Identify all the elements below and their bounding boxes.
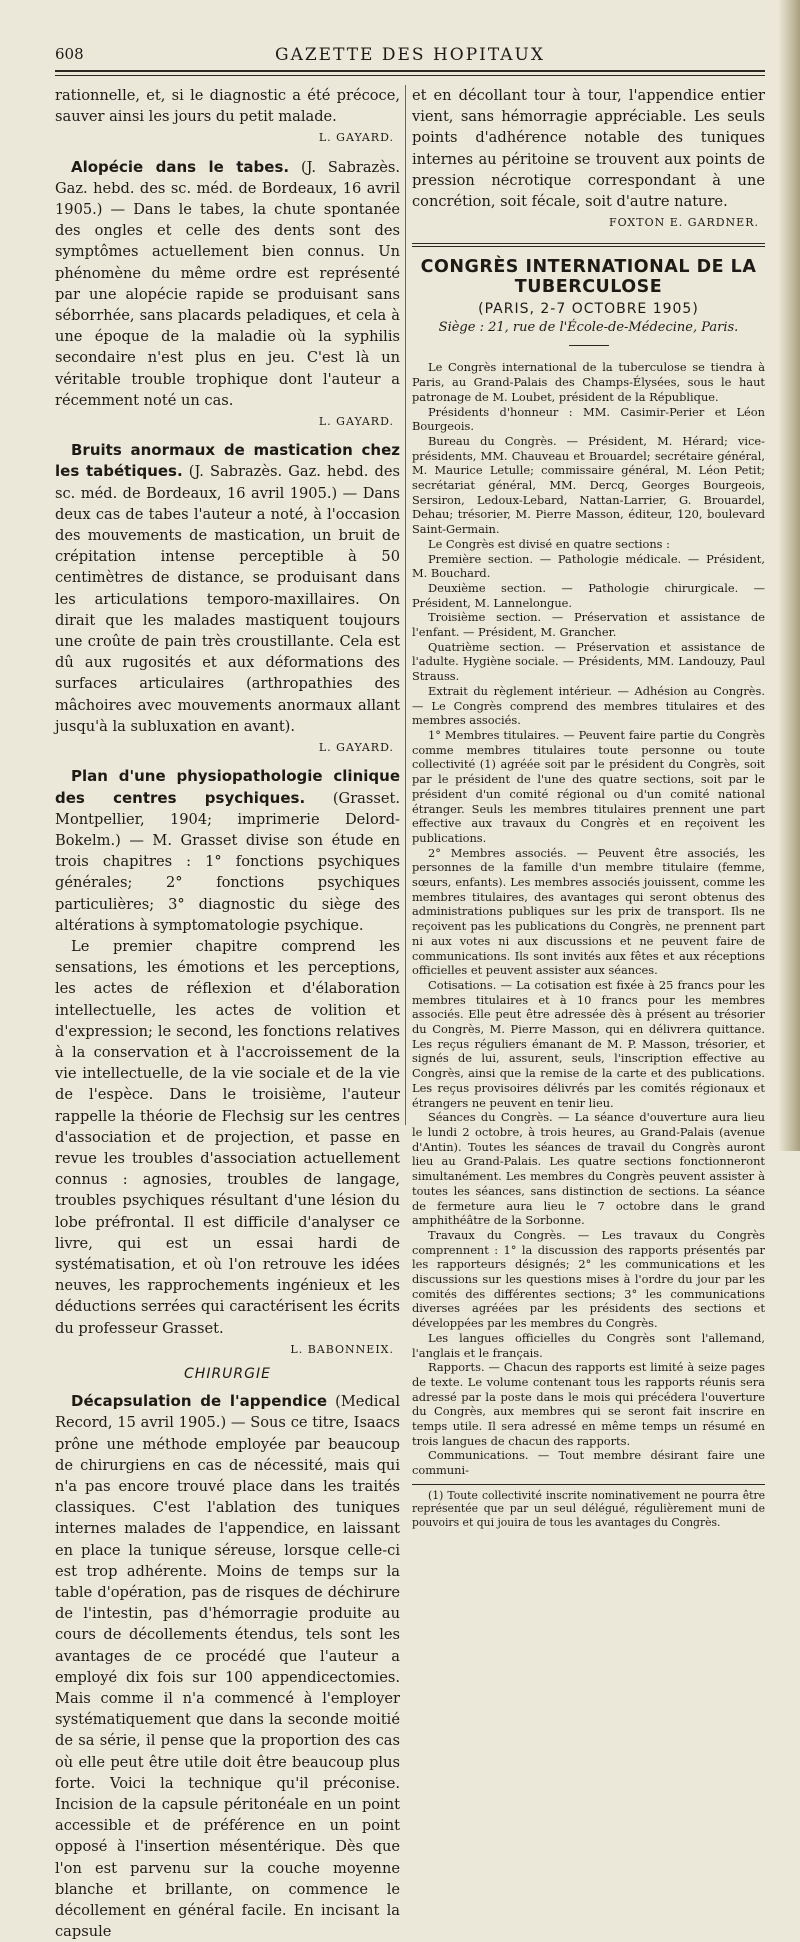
congress-paragraph: Travaux du Congrès. — Les travaux du Congrès comprennent : 1° la discussion des rapports présentés par les rapporteurs désignés; 2° les communications et les discussions sur les questions mises à l'ordre du jour par les comités des différentes sections; 3° les communications diverses agréées par les présidents des sections et développées par les membres du Congrès.	[412, 1227, 765, 1331]
signature: L. GAYARD.	[318, 741, 394, 755]
congress-paragraph: Communications. — Tout membre désirant faire une communi-	[412, 1448, 765, 1478]
running-title: GAZETTE DES HOPITAUX	[274, 45, 545, 65]
congress-paragraph: Troisième section. — Préservation et assistance de l'enfant. — Président, M. Grancher.	[412, 610, 765, 640]
short-rule	[569, 345, 609, 346]
congress-paragraph: Séances du Congrès. — La séance d'ouverture aura lieu le lundi 2 octobre, à trois heures, au Grand-Palais (avenue d'Antin). Toutes les séances de travail du Congrès auront lieu au Grand-Palais. Les quatre sections fonctionneront simultanément. Les membres du Congrès peuvent assister à toutes les séances, sans distinction de sections. La séance de fermeture aura lieu le 7 octobre dans le grand amphithéâtre de la Sorbonne.	[412, 1110, 765, 1228]
page-header	[55, 45, 765, 67]
signature: L. GAYARD.	[318, 131, 394, 145]
congress-paragraph: Présidents d'honneur : MM. Casimir-Perier et Léon Bourgeois.	[412, 404, 765, 434]
article-body: (Grasset. Montpellier, 1904; imprimerie Delord-Bokelm.) — M. Grasset divise son étude en trois chapitres : 1° fonctions psychiques générales; 2° fonctions psychiques particulières; 3° diagnostic du siège des altérations à symptomatologie psychique.	[55, 789, 400, 934]
congress-paragraph: Quatrième section. — Préservation et assistance de l'adulte. Hygiène sociale. — Présidents, MM. Landouzy, Paul Strauss.	[412, 639, 765, 684]
article-title: Plan d'une physiopathologie clinique des centres psychiques.	[55, 767, 400, 807]
article-continuation: et en décollant tour à tour, l'appendice entier vient, sans hémorragie appréciable. Les seuls points d'adhérence notable des tuniques internes au péritoine se trouvent aux points de pression nécrotique correspondant à une concrétion, soit fécale, soit d'autre nature.	[412, 87, 765, 211]
section-rule	[412, 243, 765, 247]
congress-paragraph: Rapports. — Chacun des rapports est limité à seize pages de texte. Le volume contenant tous les rapports réunis sera adressé par la poste dans le mois qui précédera l'ouverture du Congrès, aux membres qui se seront fait inscrire en temps utile. Il sera adressé en même temps un résumé en trois langues de chacun des rapports.	[412, 1360, 765, 1448]
footnote: (1) Toute collectivité inscrite nominativement ne pourra être représentée que par un seul délégué, régulièrement muni de pouvoirs et qui jouira de tous les avantages du Congrès.	[412, 1488, 765, 1529]
signature: FOXTON E. GARDNER.	[608, 216, 759, 230]
congress-paragraph: 1° Membres titulaires. — Peuvent faire partie du Congrès comme membres titulaires toute personne ou toute collectivité (1) agréée soit par le président du Congrès, soit par le président de l'une des quatre sections, soit par le président d'un comité régional ou d'un comité national étranger. Seuls les membres titulaires prennent une part effective aux travaux du Congrès et en reçoivent les publications.	[412, 728, 765, 845]
footnote-rule	[412, 1484, 765, 1485]
article-title: Décapsulation de l'appendice	[71, 1392, 328, 1411]
congress-paragraph: Deuxième section. — Pathologie chirurgicale. — Président, M. Lannelongue.	[412, 580, 765, 610]
congress-title: CONGRÈS INTERNATIONAL DE LA TUBERCULOSE	[420, 257, 757, 298]
congress-paragraph: Cotisations. — La cotisation est fixée à 25 francs pour les membres titulaires et à 10 francs pour les membres associés. Elle peut être adressée dès à présent au trésorier du Congrès, M. Pierre Masson, qui en délivrera quittance. Les reçus réguliers émanant de M. P. Masson, trésorier, et signés de lui, assurent, seuls, l'inscription effective au Congrès, ainsi que la remise de la carte et des publications. Les reçus provisoires délivrés par les comités régionaux et étrangers ne peuvent en tenir lieu.	[412, 977, 765, 1110]
article-body: (J. Sabrazès. Gaz. hebd. des sc. méd. de Bordeaux, 16 avril 1905.) — Dans le tabes, la chute spontanée des ongles et celle des dents sont des symptômes actuellement bien connus. Un phénomène du même ordre est représenté par une alopécie rapide se produisant sans séborrhée, sans placards peladiques, et cela à une époque de la maladie où la syphilis secondaire n'est plus en jeu. C'est là un véritable trouble trophique dont l'auteur a récemment noté un cas.	[55, 158, 401, 409]
article-decapsulation	[55, 1391, 400, 1942]
article-title: Alopécie dans le tabes.	[71, 157, 290, 176]
signature: L. BABONNEIX.	[290, 1342, 394, 1356]
article-plan	[55, 766, 400, 936]
congress-paragraph: Le Congrès international de la tuberculose se tiendra à Paris, au Grand-Palais des Champs-Élysées, sous le haut patronage de M. Loubet, président de la République.	[412, 360, 765, 404]
right-column	[412, 85, 765, 1529]
congress-paragraph: Extrait du règlement intérieur. — Adhésion au Congrès. — Le Congrès comprend des membres titulaires et des membres associés.	[412, 683, 765, 728]
page-edge-shadow	[778, 0, 800, 1151]
article-continuation: rationnelle, et, si le diagnostic a été précoce, sauver ainsi les jours du petit malade.	[55, 87, 400, 126]
congress-paragraph: Première section. — Pathologie médicale. — Président, M. Bouchard.	[412, 551, 765, 581]
header-rule-thin	[55, 75, 765, 76]
section-heading: CHIRURGIE	[184, 1365, 271, 1382]
congress-paragraph: Le Congrès est divisé en quatre sections :	[428, 536, 670, 551]
congress-paragraph: Bureau du Congrès. — Président, M. Hérard; vice-présidents, MM. Chauveau et Brouardel; secrétaire général, M. Maurice Letulle; commissaire général, M. Léon Petit; secrétariat général, MM. Dercq, Georges Bourgeois, Sersiron, Ledoux-Lebard, Nattan-Larrier, G. Brouardel, Dehau; trésorier, M. Pierre Masson, éditeur, 120, boulevard Saint-Germain.	[412, 433, 765, 537]
article-body: (J. Sabrazès. Gaz. hebd. des sc. méd. de Bordeaux, 16 avril 1905.) — Dans deux cas de tabes l'auteur a noté, à l'occasion des mouvements de mastication, un bruit de crépitation intense perceptible à 50 centimètres de distance, se produisant dans les articulations temporo-maxillaires. On dirait que les malades mastiquent toujours une croûte de pain très croustillante. Cela est dû aux rugosités et aux déformations des surfaces articulaires (arthropathies des mâchoires avec mouvements anormaux allant jusqu'à la subluxation en avant).	[55, 463, 400, 735]
congress-body	[412, 360, 765, 1477]
article-body: (Medical Record, 15 avril 1905.) — Sous ce titre, Isaacs prône une méthode employée par beaucoup de chirurgiens en cas de nécessité, mais qui n'a pas encore trouvé place dans les traités classiques. C'est l'ablation des tuniques internes malades de l'appendice, en laissant en place la tunique séreuse, lorsque celle-ci est trop adhérente. Moins de temps sur la table d'opération, pas de risques de déchirure de l'intestin, pas d'hémorragie produite au cours de décollements étendus, tels sont les avantages de ce procédé que l'auteur a employé dix fois sur 100 appendicectomies. Mais comme il n'a commencé à l'employer systématiquement que dans la seconde moitié de sa série, il pense que la proportion des cas où elle peut être utile doit être beaucoup plus forte. Voici la technique qu'il préconise. Incision de la capsule péritonéale en un point accessible et de préférence en un point opposé à l'insertion mésentérique. Dès que l'on est parvenu sur la couche moyenne blanche et brillante, on commence le décollement en général facile. En incisant la capsule	[55, 1393, 400, 1941]
left-column	[55, 85, 400, 1942]
header-rule	[55, 70, 765, 72]
article-alopecie	[55, 157, 400, 411]
page-number: 608	[55, 45, 84, 63]
congress-paragraph: Les langues officielles du Congrès sont l'allemand, l'anglais et le français.	[412, 1330, 765, 1360]
article-title: Bruits anormaux de mastication chez les tabétiques.	[55, 441, 400, 481]
signature: L. GAYARD.	[318, 415, 394, 429]
column-divider	[405, 85, 406, 1125]
article-plan-paragraph: Le premier chapitre comprend les sensations, les émotions et les perceptions, les actes de réflexion et d'élaboration intellectuelle, les actes de volition et d'expression; le second, les fonctions relatives à la conservation et à l'accroissement de la vie intellectuelle, de la vie sociale et de la vie de l'espèce. Dans le troisième, l'auteur rappelle la théorie de Flechsig sur les centres d'association et de projection, et passe en revue les troubles d'association actuellement connus : agnosies, troubles de langage, troubles psychiques résultant d'une lésion du lobe préfrontal. Il est difficile d'analyser ce livre, qui est un essai hardi de systématisation, et où l'on retrouve les idées neuves, les rapprochements ingénieux et les déductions serrées qui caractérisent les écrits du professeur Grasset.	[55, 937, 400, 1337]
congress-seat: Siège : 21, rue de l'École-de-Médecine, Paris.	[438, 320, 739, 336]
article-bruits	[55, 440, 400, 737]
congress-paragraph: 2° Membres associés. — Peuvent être associés, les personnes de la famille d'un membre titulaire (femme, sœurs, enfants). Les membres associés jouissent, comme les membres titulaires, des avantages qui seront obtenus des administrations publiques sur les prix de transport. Ils ne reçoivent pas les publications du Congrès, ne prennent part ni aux votes ni aux discussions et ne peuvent faire de communications. Ils sont invités aux fêtes et aux réceptions officielles et peuvent assister aux séances.	[412, 845, 765, 978]
congress-dates: (PARIS, 2-7 OCTOBRE 1905)	[478, 301, 699, 318]
